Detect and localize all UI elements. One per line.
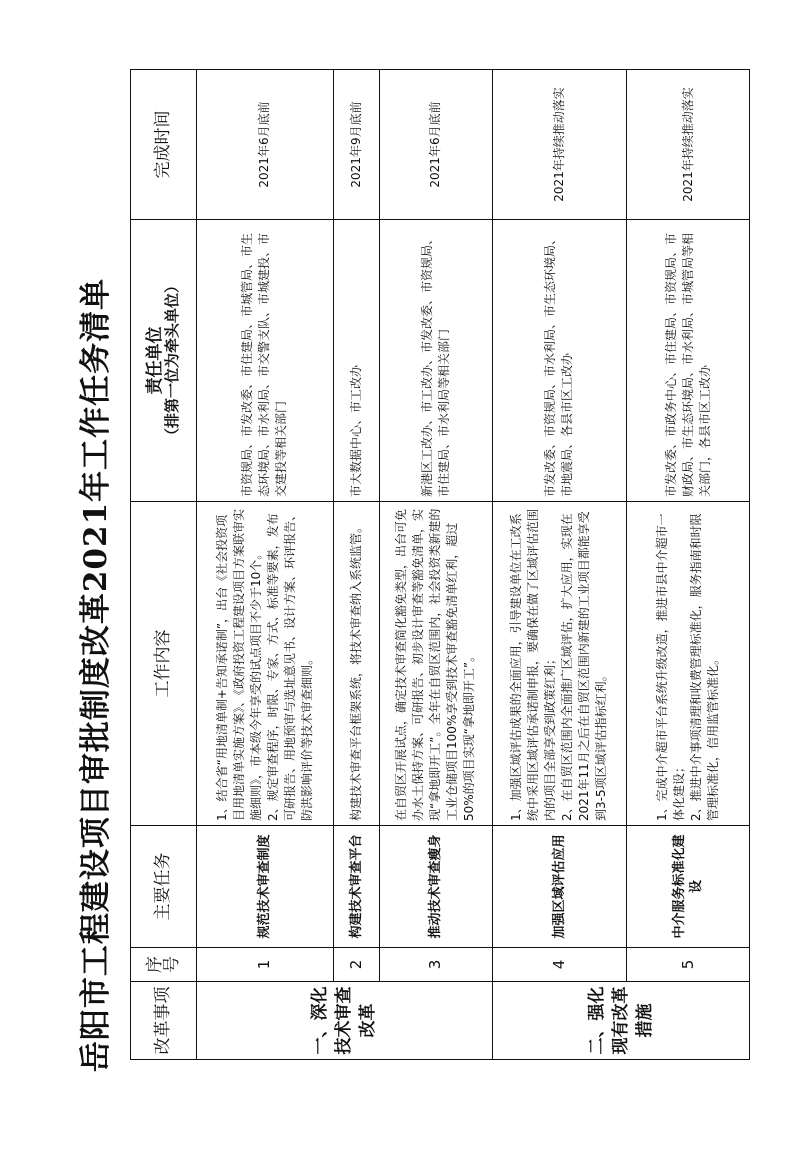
row-unit: 市资规局、市发改委、市住建局、市城管局、市生态环境局、市水利局、市交警支队、市城建投、市交建投等相关部门 <box>197 220 334 502</box>
row-deadline: 2021年9月底前 <box>333 70 379 220</box>
row-content <box>627 502 750 826</box>
table-header-row <box>131 70 197 1060</box>
table-row <box>197 70 334 1060</box>
row-content <box>197 502 334 826</box>
content-line: 构建技术审查平台框架系统，将技术审查纳入系统监管。 <box>348 520 363 821</box>
header-unit-label: 责任单位 <box>144 326 165 395</box>
row-deadline: 2021年6月底前 <box>379 70 492 220</box>
row-task: 推动技术审查瘦身 <box>379 826 492 948</box>
row-task: 构建技术审查平台 <box>333 826 379 948</box>
header-seq: 序号 <box>131 948 197 982</box>
row-content <box>492 502 627 826</box>
category-cell: 一、深化技术审查改革 <box>197 982 493 1060</box>
content-line: 1、完成中介超市平台系统升级改造，推进市县中介超市一体化建设； <box>655 513 687 821</box>
header-category: 改革事项 <box>131 982 197 1060</box>
row-number: 5 <box>627 948 750 982</box>
header-content: 工作内容 <box>131 502 197 826</box>
row-unit: 新港区工改办、市工改办、市发改委、市资规局、市住建局、市水利局等相关部门 <box>379 220 492 502</box>
content-line: 在自贸区开展试点，确定技术审查简化豁免类型，出台可免办水土保持方案、可研报告、初步设计审查等豁免清单，实现“拿地即开工”。全年在自贸区范围内，社会投资类新建的工业仓储项目100%享受到技术审查豁免清单红利，超过50%的项目实现“拿地即开工”。 <box>394 508 477 821</box>
content-line: 2、规定审查程序，时限、专家、方式、标准等要素，发布可研报告、用地预审与选址意见书、设计方案、环评报告、防洪影响评价等技术审查细则。 <box>265 508 314 821</box>
row-content <box>333 502 379 826</box>
row-deadline: 2021年持续推动落实 <box>627 70 750 220</box>
table-row <box>492 70 627 1060</box>
header-deadline: 完成时间 <box>131 70 197 220</box>
content-line: 1、加强区域评估成果的全面应用，引导建设单位在工改系统中采用区域评估承诺制申报，要确保在做了区域评估范围内的项目全部享受到政策红利； <box>509 508 558 821</box>
row-deadline: 2021年持续推动落实 <box>492 70 627 220</box>
row-content <box>379 502 492 826</box>
row-task: 中介服务标准化建设 <box>627 826 750 948</box>
row-deadline: 2021年6月底前 <box>197 70 334 220</box>
table-row <box>379 70 492 1060</box>
table-row <box>333 70 379 1060</box>
table-row <box>627 70 750 1060</box>
header-unit <box>131 220 197 502</box>
content-line: 1、结合省“用地清单制+告知承诺制”，出台《社会投资项目用地清单实施方案》、《政府投资工程建设项目方案联审实施细则》，市本级今年享受的试点项目不少于10个。 <box>214 508 263 821</box>
row-number: 4 <box>492 948 627 982</box>
document-title: 岳阳市工程建设项目审批制度改革2021年工作任务清单 <box>78 277 114 1073</box>
task-list-table <box>130 69 750 1060</box>
row-unit: 市发改委、市政务中心、市住建局、市资规局、市财政局、市生态环境局、市水利局、市城管局等相关部门，各县市区工改办 <box>627 220 750 502</box>
rotated-landscape-sheet <box>78 70 750 1073</box>
row-unit: 市发改委、市资规局、市水利局、市生态环境局、市地震局、各县市区工改办 <box>492 220 627 502</box>
row-task: 规范技术审查制度 <box>197 826 334 948</box>
row-unit: 市大数据中心、市工改办 <box>333 220 379 502</box>
row-number: 3 <box>379 948 492 982</box>
row-number: 2 <box>333 948 379 982</box>
category-cell: 二、强化现有改革措施 <box>492 982 749 1060</box>
content-line: 2、推进中介事项清理和收费管理标准化，服务指南和时限管理标准化，信用监管标准化。 <box>689 513 721 821</box>
row-number: 1 <box>197 948 334 982</box>
header-task: 主要任务 <box>131 826 197 948</box>
row-task: 加强区域评估应用 <box>492 826 627 948</box>
header-unit-note: （排第一位为牵头单位） <box>162 278 181 444</box>
content-line: 2、在自贸区范围内全面推广区域评估，扩大应用，实现在2021年11月之后在自贸区范围内新建的工业项目都能享受到3-5项区域评估指标红利。 <box>560 511 609 821</box>
